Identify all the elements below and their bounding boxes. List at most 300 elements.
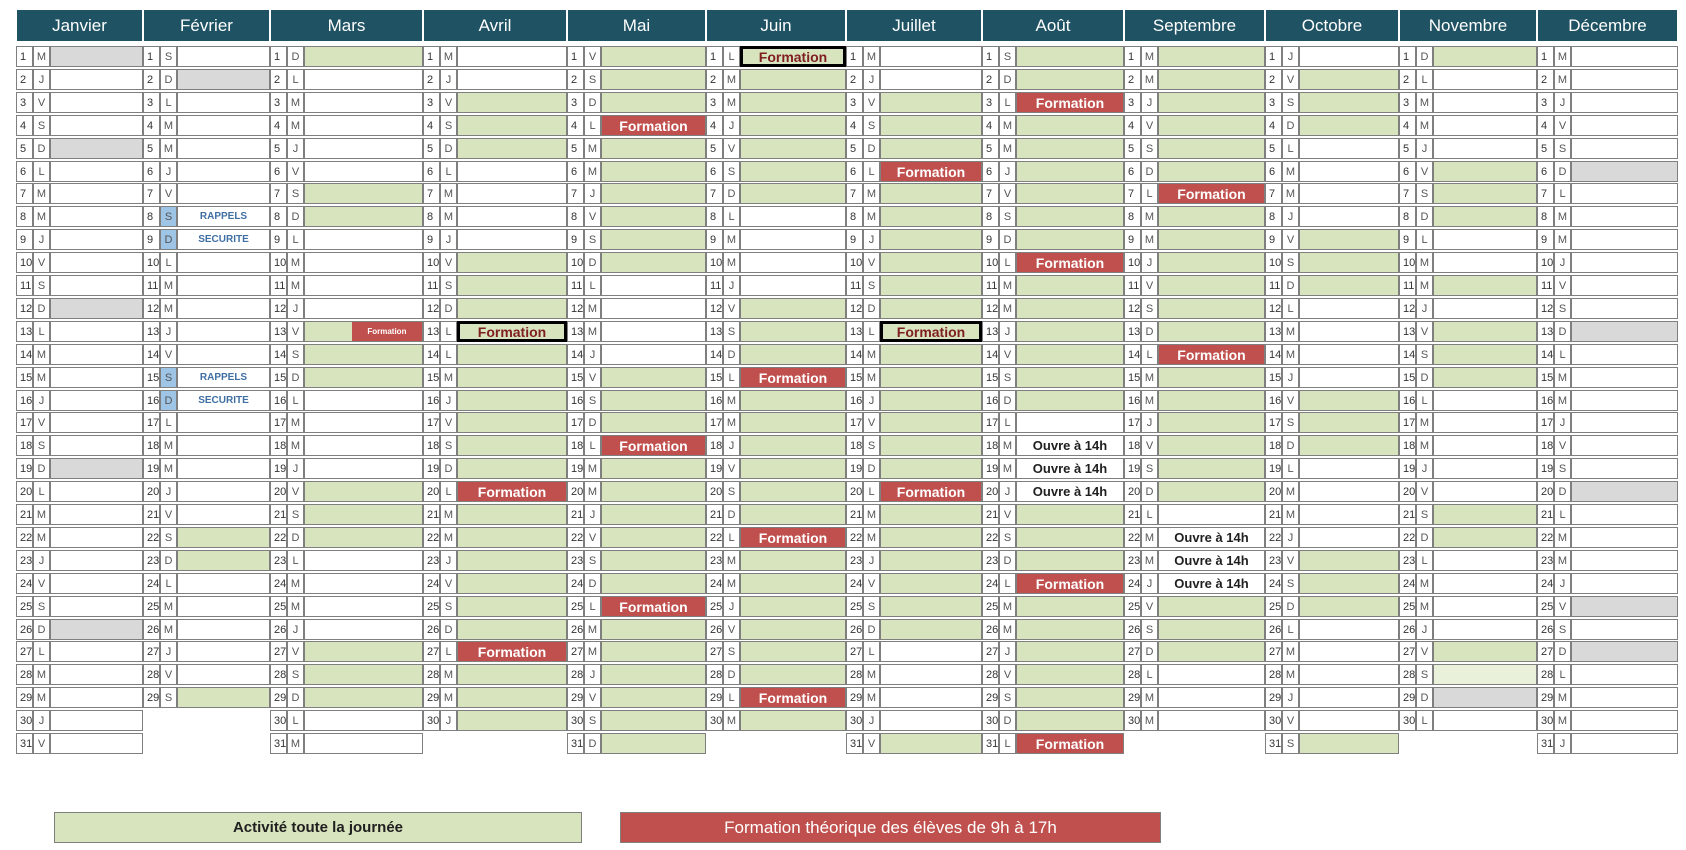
weekday-letter: L	[440, 344, 457, 365]
weekday-letter: V	[33, 252, 50, 273]
weekday-letter: M	[863, 183, 880, 204]
weekday-letter: S	[1554, 298, 1571, 319]
day-number: 22	[1399, 527, 1416, 548]
weekday-letter: V	[440, 92, 457, 113]
weekday-letter: M	[584, 161, 601, 182]
weekday-letter: M	[723, 412, 740, 433]
weekday-letter: M	[33, 687, 50, 708]
day-activity-cell	[601, 92, 706, 113]
day-number: 17	[1399, 412, 1416, 433]
day-activity-cell	[1016, 115, 1124, 136]
day-activity-cell	[177, 596, 270, 617]
day-activity-cell	[1571, 390, 1678, 411]
day-number: 29	[846, 687, 863, 708]
weekday-letter: D	[1141, 481, 1158, 502]
day-activity-cell	[304, 344, 423, 365]
day-number: 27	[270, 641, 287, 662]
day-activity-cell	[601, 481, 706, 502]
weekday-letter: S	[1282, 733, 1299, 754]
day-event: Formation	[880, 321, 982, 342]
day-activity-cell	[457, 183, 567, 204]
day-number: 20	[1537, 481, 1554, 502]
day-activity-cell	[1433, 206, 1537, 227]
day-number: 26	[16, 619, 33, 640]
day-number: 22	[1124, 527, 1141, 548]
day-activity-cell	[1299, 183, 1399, 204]
day-activity-cell	[740, 481, 846, 502]
day-number: 3	[567, 92, 584, 113]
day-number: 31	[846, 733, 863, 754]
day-activity-cell	[1571, 596, 1678, 617]
day-activity-cell	[1299, 138, 1399, 159]
day-activity-cell	[1433, 596, 1537, 617]
day-activity-cell	[740, 321, 846, 342]
weekday-letter: L	[160, 573, 177, 594]
day-number: 11	[1399, 275, 1416, 296]
weekday-letter: S	[33, 115, 50, 136]
weekday-letter: J	[999, 321, 1016, 342]
weekday-letter: D	[999, 229, 1016, 250]
day-number: 28	[706, 664, 723, 685]
day-number: 9	[706, 229, 723, 250]
weekday-letter: J	[584, 504, 601, 525]
day-number: 3	[1537, 92, 1554, 113]
day-activity-cell	[1299, 687, 1399, 708]
day-number: 4	[143, 115, 160, 136]
day-activity-cell	[1571, 710, 1678, 731]
day-number: 18	[1399, 435, 1416, 456]
weekday-letter: V	[440, 412, 457, 433]
day-number: 9	[143, 229, 160, 250]
day-activity-cell	[50, 92, 143, 113]
day-number: 2	[270, 69, 287, 90]
day-number: 30	[270, 710, 287, 731]
day-event: Ouvre à 14h	[1158, 527, 1265, 548]
weekday-letter: M	[999, 298, 1016, 319]
day-activity-cell	[601, 504, 706, 525]
weekday-letter: L	[999, 92, 1016, 113]
day-activity-cell	[457, 46, 567, 67]
day-number: 28	[1124, 664, 1141, 685]
weekday-letter: V	[160, 504, 177, 525]
day-activity-cell	[1158, 641, 1265, 662]
day-number: 15	[270, 367, 287, 388]
day-activity-cell	[880, 687, 982, 708]
weekday-letter: V	[863, 252, 880, 273]
day-number: 16	[270, 390, 287, 411]
day-activity-cell	[457, 573, 567, 594]
day-event: Ouvre à 14h	[1016, 458, 1124, 479]
day-activity-cell	[740, 138, 846, 159]
weekday-letter: J	[1554, 92, 1571, 113]
day-activity-cell	[1299, 69, 1399, 90]
day-activity-cell	[1016, 161, 1124, 182]
day-number: 25	[143, 596, 160, 617]
weekday-letter: L	[999, 252, 1016, 273]
day-number: 10	[1265, 252, 1282, 273]
weekday-letter: D	[999, 390, 1016, 411]
day-number: 20	[270, 481, 287, 502]
day-number: 7	[1265, 183, 1282, 204]
weekday-letter: V	[287, 321, 304, 342]
day-number: 16	[567, 390, 584, 411]
weekday-letter: M	[33, 206, 50, 227]
day-number: 4	[1124, 115, 1141, 136]
day-number: 14	[423, 344, 440, 365]
day-activity-cell	[880, 206, 982, 227]
day-number: 27	[982, 641, 999, 662]
day-number: 9	[1265, 229, 1282, 250]
day-number: 6	[1124, 161, 1141, 182]
day-number: 21	[1265, 504, 1282, 525]
weekday-letter: M	[1282, 481, 1299, 502]
day-activity-cell	[1299, 573, 1399, 594]
day-number: 11	[423, 275, 440, 296]
day-number: 10	[1537, 252, 1554, 273]
day-number: 27	[16, 641, 33, 662]
day-number: 29	[567, 687, 584, 708]
day-activity-cell	[601, 252, 706, 273]
weekday-letter: V	[584, 367, 601, 388]
month-header: Avril	[423, 10, 567, 41]
day-number: 7	[423, 183, 440, 204]
day-activity-cell	[1299, 733, 1399, 754]
day-number: 14	[143, 344, 160, 365]
weekday-letter: S	[287, 344, 304, 365]
weekday-letter: V	[287, 641, 304, 662]
weekday-letter: M	[1416, 92, 1433, 113]
day-number: 13	[1265, 321, 1282, 342]
day-activity-cell	[304, 229, 423, 250]
day-number: 11	[1265, 275, 1282, 296]
day-number: 11	[143, 275, 160, 296]
day-number: 31	[270, 733, 287, 754]
day-number: 5	[706, 138, 723, 159]
weekday-letter: J	[1554, 573, 1571, 594]
weekday-letter: M	[287, 573, 304, 594]
day-number: 23	[143, 550, 160, 571]
day-number: 17	[16, 412, 33, 433]
day-number: 18	[567, 435, 584, 456]
weekday-letter: J	[440, 229, 457, 250]
day-activity-cell	[457, 664, 567, 685]
weekday-letter: L	[584, 435, 601, 456]
day-activity-cell	[1158, 390, 1265, 411]
day-number: 21	[1399, 504, 1416, 525]
day-activity-cell	[1433, 710, 1537, 731]
day-number: 24	[846, 573, 863, 594]
day-activity-cell	[1571, 321, 1678, 342]
month-header: Mai	[567, 10, 706, 41]
legend-activity: Activité toute la journée	[54, 812, 582, 843]
weekday-letter: V	[1282, 229, 1299, 250]
weekday-letter: V	[1416, 641, 1433, 662]
weekday-letter: V	[1141, 275, 1158, 296]
day-number: 13	[567, 321, 584, 342]
day-activity-cell	[880, 275, 982, 296]
weekday-letter: V	[1554, 435, 1571, 456]
weekday-letter: L	[1141, 664, 1158, 685]
weekday-letter: M	[999, 138, 1016, 159]
day-number: 15	[1265, 367, 1282, 388]
day-activity-cell	[1016, 527, 1124, 548]
weekday-letter: M	[1282, 641, 1299, 662]
day-activity-cell	[1016, 619, 1124, 640]
weekday-letter: M	[33, 344, 50, 365]
day-number: 21	[143, 504, 160, 525]
day-activity-cell	[457, 527, 567, 548]
day-activity-cell	[1158, 69, 1265, 90]
day-activity-cell	[177, 412, 270, 433]
day-number: 30	[846, 710, 863, 731]
day-activity-cell	[880, 527, 982, 548]
weekday-letter: S	[1141, 458, 1158, 479]
day-activity-cell	[1299, 550, 1399, 571]
weekday-letter: L	[723, 46, 740, 67]
weekday-letter: S	[863, 115, 880, 136]
day-number: 16	[423, 390, 440, 411]
day-activity-cell	[457, 710, 567, 731]
day-number: 1	[1537, 46, 1554, 67]
day-activity-cell	[457, 412, 567, 433]
day-number: 11	[567, 275, 584, 296]
day-number: 29	[1124, 687, 1141, 708]
day-number: 13	[1399, 321, 1416, 342]
weekday-letter: V	[999, 183, 1016, 204]
day-activity-cell	[177, 321, 270, 342]
weekday-letter: D	[160, 550, 177, 571]
day-activity-cell	[1299, 206, 1399, 227]
weekday-letter: S	[863, 275, 880, 296]
weekday-letter: L	[287, 710, 304, 731]
weekday-letter: D	[1554, 481, 1571, 502]
weekday-letter: D	[33, 298, 50, 319]
day-activity-cell	[1299, 435, 1399, 456]
day-number: 30	[982, 710, 999, 731]
day-activity-cell	[1433, 298, 1537, 319]
weekday-letter: M	[1141, 206, 1158, 227]
weekday-letter: D	[1141, 641, 1158, 662]
day-number: 27	[567, 641, 584, 662]
day-activity-cell	[177, 161, 270, 182]
day-activity-cell	[50, 252, 143, 273]
weekday-letter: L	[33, 161, 50, 182]
day-activity-cell	[1433, 573, 1537, 594]
day-activity-cell	[1016, 710, 1124, 731]
weekday-letter: S	[33, 275, 50, 296]
weekday-letter: V	[999, 664, 1016, 685]
day-number: 25	[567, 596, 584, 617]
day-activity-cell	[1571, 275, 1678, 296]
weekday-letter: M	[1282, 321, 1299, 342]
weekday-letter: M	[863, 664, 880, 685]
day-activity-cell	[740, 412, 846, 433]
day-number: 12	[1124, 298, 1141, 319]
weekday-letter: J	[440, 69, 457, 90]
weekday-letter: M	[1554, 69, 1571, 90]
weekday-letter: D	[1554, 161, 1571, 182]
day-activity-cell	[880, 504, 982, 525]
day-number: 6	[846, 161, 863, 182]
weekday-letter: V	[584, 687, 601, 708]
weekday-letter: D	[999, 550, 1016, 571]
weekday-letter: D	[1554, 641, 1571, 662]
weekday-letter: S	[440, 596, 457, 617]
day-number: 27	[706, 641, 723, 662]
day-number: 10	[846, 252, 863, 273]
day-number: 9	[423, 229, 440, 250]
day-number: 30	[423, 710, 440, 731]
day-number: 23	[1537, 550, 1554, 571]
weekday-letter: M	[999, 115, 1016, 136]
day-activity-cell	[1433, 344, 1537, 365]
day-activity-cell	[1571, 69, 1678, 90]
weekday-letter: S	[440, 435, 457, 456]
day-number: 25	[16, 596, 33, 617]
day-number: 17	[1265, 412, 1282, 433]
day-number: 16	[982, 390, 999, 411]
weekday-letter: L	[1141, 504, 1158, 525]
day-number: 21	[567, 504, 584, 525]
day-activity-cell	[601, 321, 706, 342]
weekday-letter: D	[863, 298, 880, 319]
day-number: 19	[423, 458, 440, 479]
weekday-letter: M	[584, 458, 601, 479]
day-activity-cell	[1433, 321, 1537, 342]
day-number: 11	[16, 275, 33, 296]
day-number: 8	[1537, 206, 1554, 227]
weekday-letter: L	[440, 481, 457, 502]
day-activity-cell	[177, 504, 270, 525]
weekday-letter: L	[584, 115, 601, 136]
weekday-letter: D	[287, 687, 304, 708]
day-activity-cell	[304, 252, 423, 273]
day-activity-cell	[1299, 641, 1399, 662]
weekday-letter: D	[160, 390, 177, 411]
day-number: 20	[1399, 481, 1416, 502]
day-number: 14	[982, 344, 999, 365]
day-number: 15	[143, 367, 160, 388]
weekday-letter: M	[287, 252, 304, 273]
weekday-letter: J	[1141, 412, 1158, 433]
day-activity-cell	[177, 298, 270, 319]
day-number: 2	[1265, 69, 1282, 90]
day-activity-cell	[1571, 92, 1678, 113]
day-number: 7	[1124, 183, 1141, 204]
day-activity-cell	[880, 298, 982, 319]
weekday-letter: L	[33, 321, 50, 342]
weekday-letter: S	[160, 367, 177, 388]
day-number: 15	[16, 367, 33, 388]
day-activity-cell	[304, 687, 423, 708]
day-activity-cell	[50, 69, 143, 90]
weekday-letter: D	[1554, 321, 1571, 342]
day-activity-cell	[1299, 298, 1399, 319]
day-activity-cell	[880, 641, 982, 662]
weekday-letter: V	[33, 412, 50, 433]
day-number: 18	[1124, 435, 1141, 456]
day-activity-cell	[1571, 115, 1678, 136]
day-activity-cell	[50, 664, 143, 685]
day-number: 5	[270, 138, 287, 159]
day-activity-cell	[1571, 550, 1678, 571]
weekday-letter: V	[1282, 550, 1299, 571]
weekday-letter: M	[160, 435, 177, 456]
weekday-letter: J	[1141, 573, 1158, 594]
day-activity-cell	[1433, 435, 1537, 456]
day-number: 12	[16, 298, 33, 319]
day-activity-cell	[50, 367, 143, 388]
day-activity-cell	[1571, 504, 1678, 525]
weekday-letter: M	[1416, 435, 1433, 456]
day-number: 30	[1399, 710, 1416, 731]
day-activity-cell	[1016, 138, 1124, 159]
day-activity-cell	[740, 298, 846, 319]
day-number: 8	[16, 206, 33, 227]
weekday-letter: D	[584, 733, 601, 754]
weekday-letter: M	[1416, 412, 1433, 433]
weekday-letter: S	[1416, 664, 1433, 685]
day-activity-cell	[1016, 298, 1124, 319]
weekday-letter: J	[33, 229, 50, 250]
day-activity-cell	[1016, 504, 1124, 525]
day-activity-cell	[601, 550, 706, 571]
weekday-letter: S	[723, 481, 740, 502]
day-activity-cell	[1571, 641, 1678, 662]
weekday-letter: V	[723, 138, 740, 159]
weekday-letter: M	[584, 481, 601, 502]
weekday-letter: V	[999, 344, 1016, 365]
weekday-letter: M	[1554, 687, 1571, 708]
weekday-letter: V	[33, 733, 50, 754]
weekday-letter: S	[33, 435, 50, 456]
day-number: 3	[982, 92, 999, 113]
weekday-letter: J	[1282, 206, 1299, 227]
day-number: 7	[982, 183, 999, 204]
weekday-letter: D	[1416, 687, 1433, 708]
day-activity-cell	[740, 69, 846, 90]
day-number: 15	[846, 367, 863, 388]
day-number: 24	[982, 573, 999, 594]
day-number: 26	[982, 619, 999, 640]
day-number: 28	[982, 664, 999, 685]
weekday-letter: J	[723, 115, 740, 136]
weekday-letter: D	[160, 69, 177, 90]
day-activity-cell	[740, 115, 846, 136]
day-number: 10	[567, 252, 584, 273]
weekday-letter: M	[863, 687, 880, 708]
day-number: 31	[16, 733, 33, 754]
weekday-letter: L	[1141, 344, 1158, 365]
day-number: 11	[982, 275, 999, 296]
day-number: 17	[706, 412, 723, 433]
weekday-letter: J	[33, 69, 50, 90]
day-number: 26	[567, 619, 584, 640]
day-activity-cell	[601, 275, 706, 296]
weekday-letter: J	[440, 550, 457, 571]
weekday-letter: M	[999, 596, 1016, 617]
day-number: 24	[1399, 573, 1416, 594]
day-activity-cell	[601, 710, 706, 731]
day-number: 10	[143, 252, 160, 273]
weekday-letter: D	[440, 619, 457, 640]
day-number: 23	[567, 550, 584, 571]
day-activity-cell	[1571, 229, 1678, 250]
day-activity-cell	[1433, 161, 1537, 182]
day-event: SECURITE	[177, 229, 270, 250]
weekday-letter: M	[33, 527, 50, 548]
day-number: 15	[423, 367, 440, 388]
